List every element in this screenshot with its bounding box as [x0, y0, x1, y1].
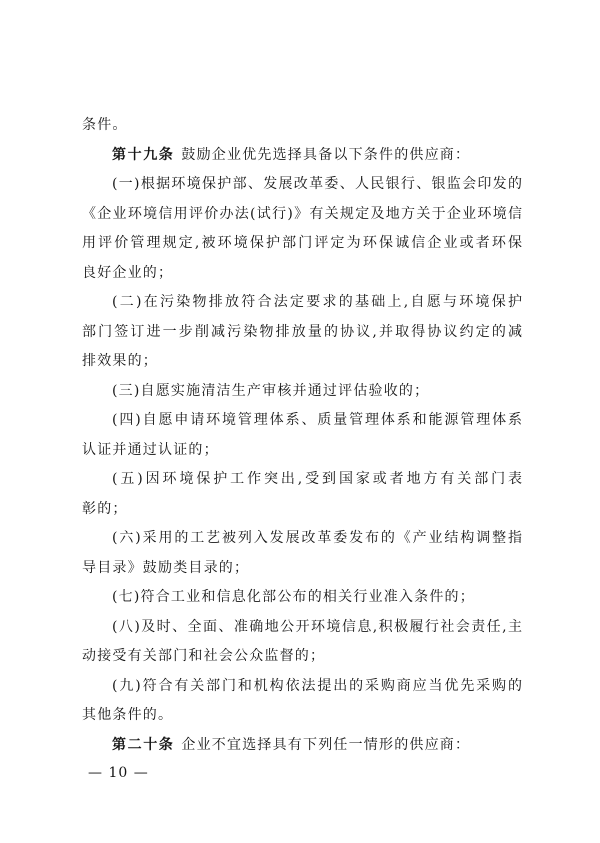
text-line: 用评价管理规定,被环境保护部门评定为环保诚信企业或者环保	[82, 235, 522, 251]
text-line: 动接受有关部门和社会公众监督的；	[82, 648, 326, 664]
text-line: (九)符合有关部门和机构依法提出的采购商应当优先采购的	[112, 677, 522, 694]
text-line: (五)因环境保护工作突出,受到国家或者地方有关部门表	[112, 471, 522, 487]
article-20-text: 企业不宜选择具有下列任一情形的供应商：	[181, 736, 471, 753]
continuation-line: 条件。	[82, 117, 128, 133]
text-line: (二)在污染物排放符合法定要求的基础上,自愿与环境保护	[112, 294, 522, 310]
text-line: 认证并通过认证的；	[82, 441, 219, 458]
list-item-1	[82, 170, 522, 288]
list-item-5	[82, 465, 522, 524]
article-19-text: 鼓励企业优先选择具备以下条件的供应商：	[181, 146, 471, 163]
list-item-8	[82, 613, 522, 672]
list-item-4	[82, 406, 522, 465]
article-20-heading	[82, 731, 522, 761]
list-item-6	[82, 524, 522, 583]
text-line: (四)自愿申请环境管理体系、质量管理体系和能源管理体系	[112, 412, 522, 428]
text-line: (六)采用的工艺被列入发展改革委发布的《产业结构调整指	[112, 530, 522, 546]
list-item-9	[82, 672, 522, 731]
list-item-2	[82, 288, 522, 377]
text-line: 导目录》鼓励类目录的；	[82, 559, 250, 576]
text-line: (一)根据环境保护部、发展改革委、人民银行、银监会印发的	[112, 176, 522, 192]
page-number: — 10 —	[88, 765, 149, 781]
text-line: 部门签订进一步削减污染物排放量的协议,并取得协议约定的减	[82, 323, 522, 340]
article-19-heading	[82, 141, 522, 171]
text-line: (三)自愿实施清洁生产审核并通过评估验收的；	[112, 382, 430, 399]
text-line: (七)符合工业和信息化部公布的相关行业准入条件的；	[112, 589, 475, 605]
text-line: 良好企业的；	[82, 264, 174, 281]
text-line: 《企业环境信用评价办法(试行)》有关规定及地方关于企业环境信	[82, 205, 522, 222]
article-19-number: 第十九条	[112, 146, 175, 163]
text-line: 彰的；	[82, 500, 128, 517]
list-item-3	[82, 377, 522, 407]
list-item-7	[82, 583, 522, 613]
text-line: (八)及时、全面、准确地公开环境信息,积极履行社会责任,主	[112, 618, 522, 635]
document-body	[82, 111, 522, 760]
text-line: 其他条件的。	[82, 707, 174, 723]
article-20-number: 第二十条	[112, 736, 175, 753]
text-line: 排效果的；	[82, 353, 158, 369]
